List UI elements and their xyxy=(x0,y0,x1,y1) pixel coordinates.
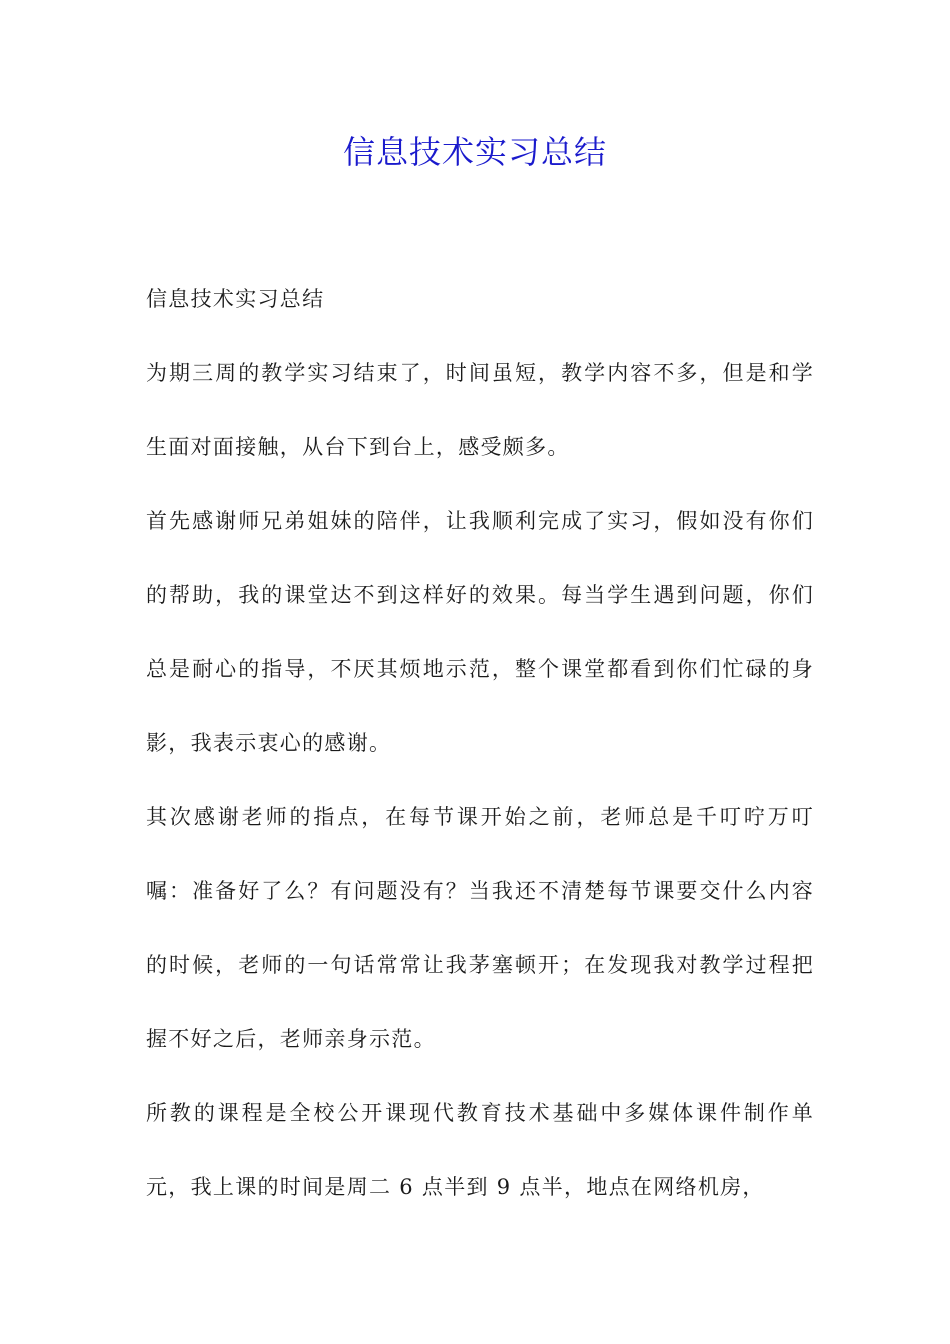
paragraph-intro: 为期三周的教学实习结束了，时间虽短，教学内容不多，但是和学生面对面接触，从台下到台上，感受颇多。 xyxy=(146,361,814,459)
paragraph-thanks-peers: 首先感谢师兄弟姐妹的陪伴，让我顺利完成了实习，假如没有你们的帮助，我的课堂达不到这样好的效果。每当学生遇到问题，你们总是耐心的指导，不厌其烦地示范，整个课堂都看到你们忙碌的身影，我表示衷心的感谢。 xyxy=(146,509,814,755)
paragraph-thanks-teacher: 其次感谢老师的指点，在每节课开始之前，老师总是千叮咛万叮嘱：准备好了么？有问题没有？当我还不清楚每节课要交什么内容的时候，老师的一句话常常让我茅塞顿开；在发现我对教学过程把握不好之后，老师亲身示范。 xyxy=(146,805,814,1051)
document-body xyxy=(146,262,814,1224)
document-title: 信息技术实习总结 xyxy=(342,133,607,171)
paragraph-course-info: 所教的课程是全校公开课现代教育技术基础中多媒体课件制作单元，我上课的时间是周二 6 点半到 9 点半，地点在网络机房， xyxy=(146,1101,814,1199)
paragraph-heading: 信息技术实习总结 xyxy=(146,287,325,311)
